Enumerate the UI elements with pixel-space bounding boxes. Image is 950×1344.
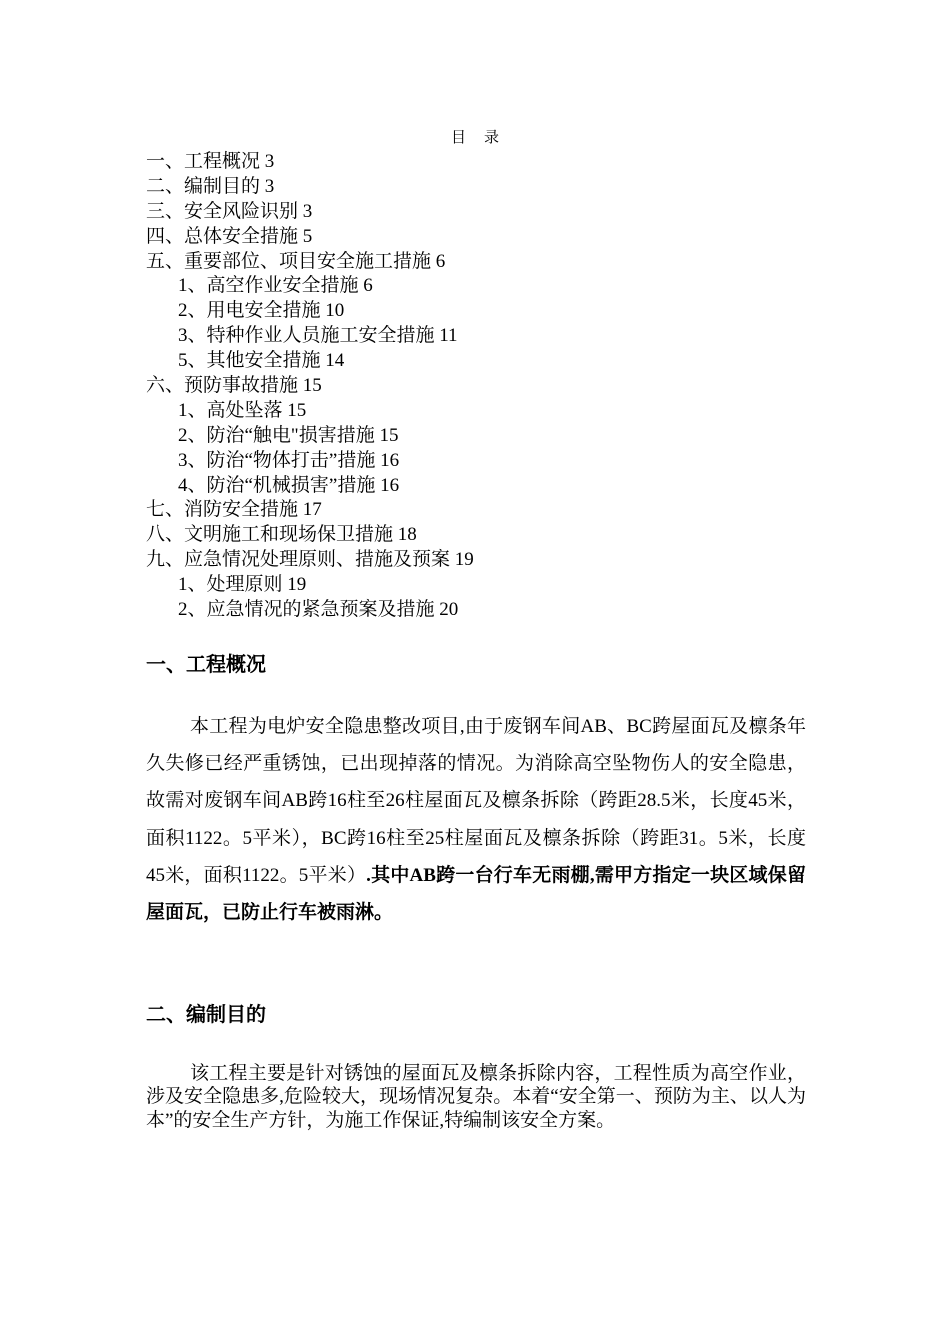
toc-item[interactable]: 五、重要部位、项目安全施工措施 6 — [146, 250, 446, 272]
toc-subitem[interactable]: 3、防治“物体打击”措施 16 — [178, 449, 400, 471]
section-body-overview — [146, 708, 806, 931]
toc-item[interactable]: 八、文明施工和现场保卫措施 18 — [146, 524, 417, 546]
toc-subitem[interactable]: 4、防治“机械损害”措施 16 — [178, 474, 400, 496]
toc-subitem[interactable]: 1、处理原则 19 — [178, 574, 307, 596]
overview-text: 本工程为电炉安全隐患整改项目,由于废钢车间AB、BC跨屋面瓦及檩条年久失修已经严重锈蚀，已出现掉落的情况。为消除高空坠物伤人的安全隐患，故需对废钢车间AB跨16柱至26柱屋面瓦及檩条拆除（跨距28.5米，长度45米，面积1122。5平米），BC跨16柱至25柱屋面瓦及檩条拆除（跨距31。5米，长度45米，面积1122。5平米） — [146, 716, 806, 886]
toc-item[interactable]: 三、安全风险识别 3 — [146, 200, 313, 222]
toc-item[interactable]: 七、消防安全措施 17 — [146, 499, 322, 521]
toc-subitem[interactable]: 1、高处坠落 15 — [178, 399, 307, 421]
toc-item[interactable]: 九、应急情况处理原则、措施及预案 19 — [146, 549, 474, 571]
toc-subitem[interactable]: 5、其他安全措施 14 — [178, 350, 345, 372]
section-heading-purpose: 二、编制目的 — [146, 1002, 266, 1026]
toc-item[interactable]: 二、编制目的 3 — [146, 175, 275, 197]
section-heading-overview: 一、工程概况 — [146, 652, 266, 676]
toc-subitem[interactable]: 3、特种作业人员施工安全措施 11 — [178, 325, 458, 347]
toc-subitem[interactable]: 2、用电安全措施 10 — [178, 300, 345, 322]
toc-item[interactable]: 四、总体安全措施 5 — [146, 225, 313, 247]
toc-item[interactable]: 六、预防事故措施 15 — [146, 375, 322, 397]
toc-item[interactable]: 一、工程概况 3 — [146, 151, 275, 172]
toc-subitem[interactable]: 1、高空作业安全措施 6 — [178, 275, 373, 297]
toc-title: 目录 — [450, 130, 517, 146]
toc-subitem[interactable]: 2、应急情况的紧急预案及措施 20 — [178, 599, 459, 621]
toc-subitem[interactable]: 2、防治“触电"损害措施 15 — [178, 424, 399, 446]
table-of-contents — [146, 150, 826, 623]
overview-bold-text: .其中AB跨一台行车无雨棚,需甲方指定一块区域保留屋面瓦，已防止行车被雨淋。 — [146, 864, 806, 924]
section-body-purpose: 该工程主要是针对锈蚀的屋面瓦及檩条拆除内容，工程性质为高空作业，涉及安全隐患多,危险较大，现场情况复杂。本着“安全第一、预防为主、以人为本”的安全生产方针，为施工作保证,特编制该安全方案。 — [146, 1063, 806, 1131]
